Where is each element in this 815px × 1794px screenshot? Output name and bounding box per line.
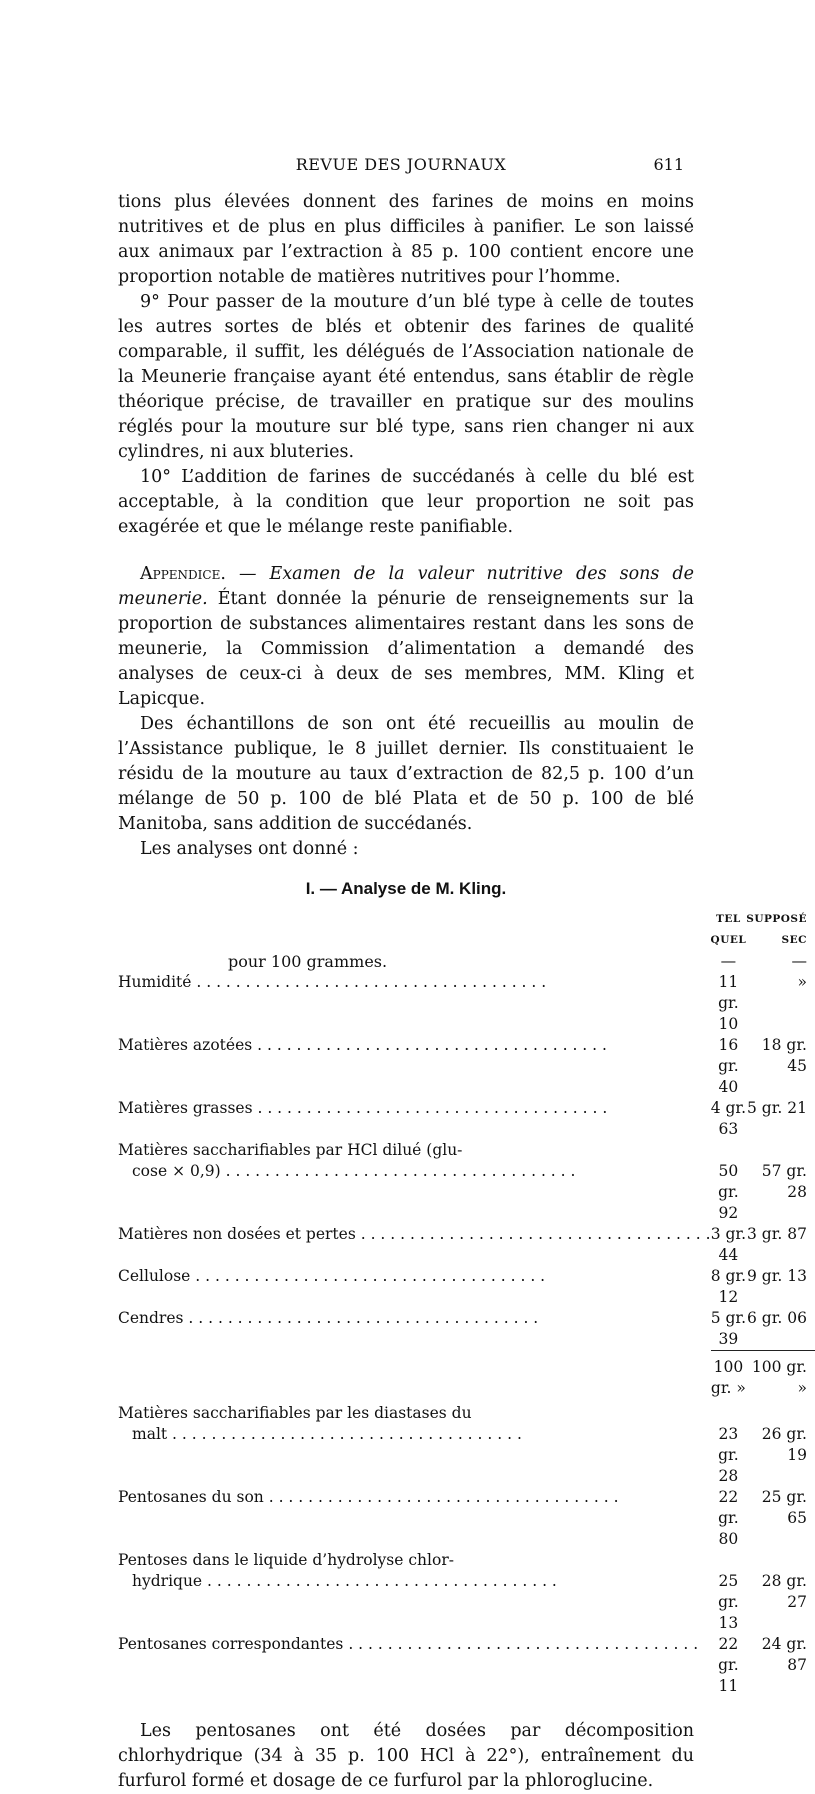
row-value-suppose-sec: 57 gr. 28 — [761, 1162, 807, 1201]
paragraph-method-note: Les pentosanes ont été dosées par décomposition chlorhydrique (34 à 35 p. 100 HCl à 22°), entraînement du furfurol formé et dosage de ce furfurol par la phloroglucine. — [118, 1721, 694, 1791]
appendix-label: Appendice. — [140, 564, 226, 584]
row-value-tel-quel: 5 gr. 39 — [711, 1308, 747, 1351]
row-label: Cellulose . . . — [118, 1266, 711, 1308]
row-value-suppose-sec: » — [797, 973, 807, 991]
row-value-tel-quel: 16 gr. 40 — [718, 1036, 739, 1096]
paragraph-point-10: 10° L’addition de farines de succédanés à celle du blé est acceptable, à la condition que leur proportion ne soit pas exagérée et que le mélange reste panifiable. — [118, 467, 694, 537]
row-label: Matières azotées . . . — [118, 1035, 711, 1098]
table-row — [118, 1424, 815, 1487]
row-value-suppose-sec: 3 gr. 87 — [747, 1225, 807, 1243]
row-value-suppose-sec: 9 gr. 13 — [747, 1267, 807, 1285]
appendix-body: Étant donnée la pénurie de renseignements sur la proportion de substances alimentaires restant dans les sons de meunerie, la Commission d’alimentation a demandé des analyses de ceux-ci à deux de ses membres, MM. Kling et Lapicque. — [118, 589, 694, 709]
row-label: Humidité . . . — [118, 972, 711, 1035]
row-value-tel-quel: 11 gr. 10 — [718, 973, 739, 1033]
table-row — [118, 1140, 815, 1161]
dash-suppose-sec: — — [791, 952, 807, 970]
row-value-tel-quel: 4 gr. 63 — [710, 1099, 747, 1138]
row-value-tel-quel: 8 gr. 12 — [710, 1267, 747, 1306]
total-tel-quel: 100 gr. » — [710, 1358, 746, 1397]
row-label: Pentosanes correspondantes . . . — [118, 1634, 711, 1697]
table-unit-row — [118, 951, 815, 972]
row-value-suppose-sec: 25 gr. 65 — [761, 1488, 807, 1527]
row-value-tel-quel: 22 gr. 80 — [718, 1488, 739, 1548]
table-row — [118, 1550, 815, 1571]
row-value-tel-quel: 3 gr. 44 — [710, 1225, 747, 1264]
journal-title: REVUE DES JOURNAUX — [295, 155, 507, 174]
table-row — [118, 1266, 815, 1308]
column-header-suppose-sec: SUPPOSÉ SEC — [746, 913, 807, 946]
row-label: Matières grasses . . . — [118, 1098, 711, 1140]
table-title: I. — Analyse de M. Kling. — [305, 879, 507, 898]
row-value-suppose-sec: 6 gr. 06 — [746, 1308, 815, 1351]
row-label: hydrique . . . — [118, 1571, 711, 1634]
row-value-suppose-sec: 28 gr. 27 — [761, 1572, 807, 1611]
unit-label: pour 100 grammes. — [228, 952, 388, 971]
table-header-row — [118, 909, 815, 951]
row-value-suppose-sec: 26 gr. 19 — [761, 1425, 807, 1464]
row-value-tel-quel: 50 gr. 92 — [718, 1162, 739, 1222]
page-number: 611 — [653, 155, 684, 174]
table-row — [118, 1098, 815, 1140]
row-value-tel-quel: 25 gr. 13 — [718, 1572, 739, 1632]
table-row — [118, 1308, 815, 1351]
row-label-line1: Matières saccharifiables par les diastases du — [118, 1404, 472, 1422]
row-label-line1: Matières saccharifiables par HCl dilué (glu- — [118, 1141, 463, 1159]
row-label: Cendres . . . — [118, 1308, 711, 1351]
table-row — [118, 1634, 815, 1697]
row-label: cose × 0,9) . . . — [118, 1161, 711, 1224]
row-value-tel-quel: 22 gr. 11 — [718, 1635, 739, 1695]
table-row — [118, 972, 815, 1035]
column-header-tel-quel: TEL QUEL — [710, 913, 747, 946]
paragraph-samples: Des échantillons de son ont été recueillis au moulin de l’Assistance publique, le 8 juillet dernier. Ils constituaient le résidu de la mouture au taux d’extraction de 82,5 p. 100 d’un mélange de 50 p. 100 de blé Plata et de 50 p. 100 de blé Manitoba, sans addition de succédanés. — [118, 714, 694, 834]
dash-tel-quel: — — [720, 952, 737, 970]
paragraph-analyses-intro: Les analyses ont donné : — [140, 839, 359, 859]
table-row — [118, 1035, 815, 1098]
table-row — [118, 1571, 815, 1634]
table-row — [118, 1487, 815, 1550]
row-label-line1: Pentoses dans le liquide d’hydrolyse chlor- — [118, 1551, 454, 1569]
row-value-suppose-sec: 5 gr. 21 — [747, 1099, 807, 1117]
table-row — [118, 1399, 815, 1424]
article-body — [118, 190, 807, 1794]
analysis-table — [118, 909, 815, 1697]
total-suppose-sec: 100 gr. » — [751, 1358, 807, 1397]
running-header — [118, 155, 684, 179]
appendix-title: — Examen de la valeur nutritive des sons de meunerie. — [118, 564, 694, 609]
row-label: Pentosanes du son . . . — [118, 1487, 711, 1550]
row-label: Matières non dosées et pertes . . . — [118, 1224, 711, 1266]
row-value-suppose-sec: 24 gr. 87 — [761, 1635, 807, 1674]
appendix-paragraph — [118, 562, 694, 712]
row-value-tel-quel: 23 gr. 28 — [718, 1425, 739, 1485]
row-value-suppose-sec: 18 gr. 45 — [761, 1036, 807, 1075]
paragraph-point-9: 9° Pour passer de la mouture d’un blé type à celle de toutes les autres sortes de blés et obtenir des farines de qualité comparable, il suffit, les délégués de l’Association nationale de la Meunerie française ayant été entendus, sans établir de règle théorique précise, de travailler en pratique sur des moulins réglés pour la mouture sur blé type, sans rien changer ni aux cylindres, ni aux bluteries. — [118, 292, 694, 462]
table-row — [118, 1224, 815, 1266]
table-total-row — [118, 1351, 815, 1400]
row-label: malt . . . — [118, 1424, 711, 1487]
paragraph-continuation: tions plus élevées donnent des farines de moins en moins nutritives et de plus en plus difficiles à panifier. Le son laissé aux animaux par l’extraction à 85 p. 100 contient encore une proportion notable de matières nutritives pour l’homme. — [118, 192, 694, 287]
table-row — [118, 1161, 815, 1224]
